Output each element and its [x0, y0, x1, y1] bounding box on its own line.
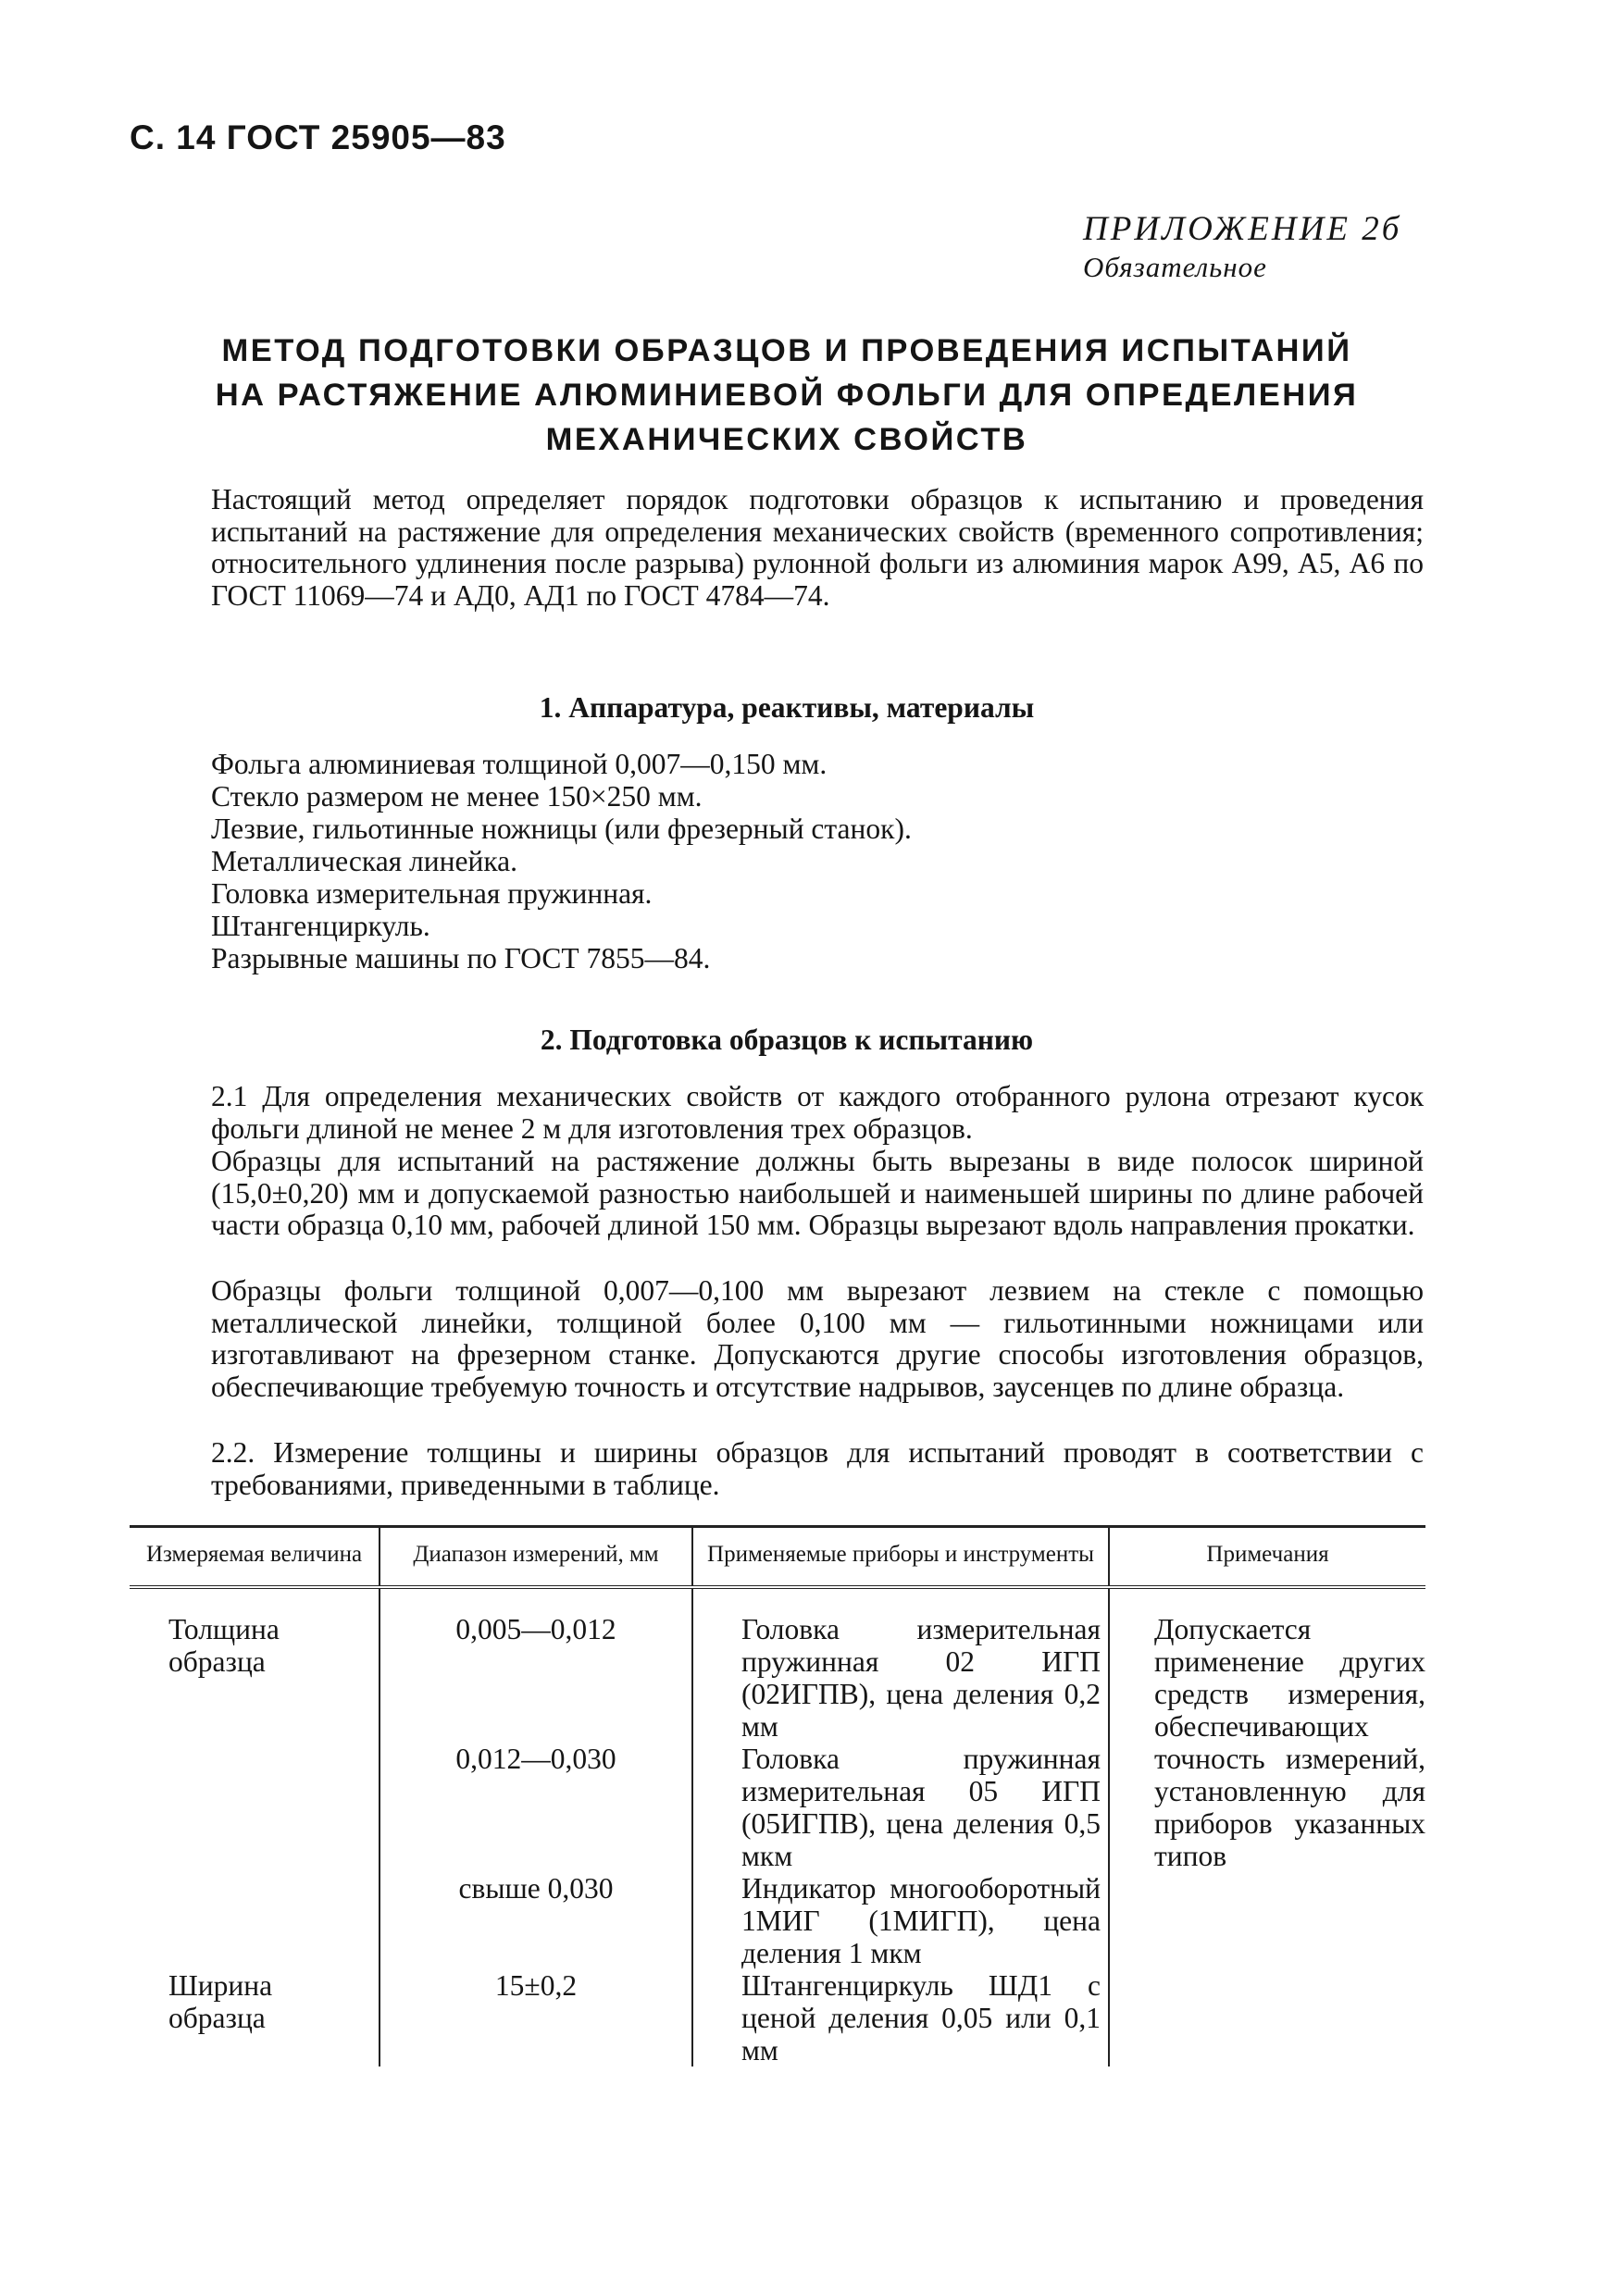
quantity-cell	[130, 1743, 380, 1872]
title-line: МЕТОД ПОДГОТОВКИ ОБРАЗЦОВ И ПРОВЕДЕНИЯ ИСПЫТАНИЙ	[221, 333, 1352, 368]
equipment-list	[211, 748, 1424, 974]
range-cell: 15±0,2	[380, 1969, 692, 2066]
list-item: Металлическая линейка.	[211, 845, 517, 877]
list-item: Штангенциркуль.	[211, 910, 430, 942]
paragraph-2-1: 2.1 Для определения механических свойств от каждого отобранного рулона отрезают кусок фольги длиной не менее 2 м для изготовления трех образцов.	[211, 1080, 1424, 1145]
list-item: Головка измерительная пружинная.	[211, 877, 653, 910]
appendix-status: Обязательное	[1083, 251, 1267, 284]
table-header-row	[130, 1527, 1425, 1588]
column-header: Измеряемая величина	[130, 1527, 380, 1588]
device-cell: Штангенциркуль ШД1 с ценой деления 0,05 или 0,1 мм	[692, 1969, 1109, 2066]
document-title	[139, 329, 1435, 462]
measurement-table	[130, 1525, 1425, 2066]
section-2-heading: 2. Подготовка образцов к испытанию	[540, 1024, 1034, 1056]
paragraph-specimen-size: Образцы для испытаний на растяжение должны быть вырезаны в виде полосок шириной (15,0±0,20) мм и допускаемой разностью наибольшей и наименьшей ширины по длине рабочей части образца 0,10 мм, рабочей длиной 150 мм. Образцы вырезают вдоль направления прокатки.	[211, 1145, 1424, 1241]
device-cell: Головка измерительная пружинная 02 ИГП (02ИГПВ), цена деления 0,2 мм	[692, 1587, 1109, 1743]
page-header: С. 14 ГОСТ 25905—83	[130, 118, 506, 156]
appendix-label: ПРИЛОЖЕНИЕ 2б	[1083, 210, 1402, 248]
quantity-cell: Толщина образца	[168, 1613, 280, 1678]
list-item: Разрывные машины по ГОСТ 7855—84.	[211, 942, 711, 974]
note-cell: Допускается применение других средств измерения, обеспечивающих точность измерений, установленную для приборов указанных типов	[1109, 1587, 1425, 2066]
device-cell: Головка пружинная измерительная 05 ИГП (05ИГПВ), цена деления 0,5 мкм	[692, 1743, 1109, 1872]
title-line: НА РАСТЯЖЕНИЕ АЛЮМИНИЕВОЙ ФОЛЬГИ ДЛЯ ОПРЕДЕЛЕНИЯ	[215, 378, 1359, 413]
range-cell: 0,005—0,012	[380, 1587, 692, 1743]
list-item: Фольга алюминиевая толщиной 0,007—0,150 мм.	[211, 748, 828, 780]
column-header: Диапазон измерений, мм	[380, 1527, 692, 1588]
list-item: Лезвие, гильотинные ножницы (или фрезерный станок).	[211, 813, 912, 845]
table-row	[130, 1587, 1425, 1743]
range-cell: свыше 0,030	[380, 1872, 692, 1969]
device-cell: Индикатор многооборотный 1МИГ (1МИГП), цена деления 1 мкм	[692, 1872, 1109, 1969]
appendix-block	[1083, 209, 1509, 285]
section-1-heading: 1. Аппаратура, реактивы, материалы	[539, 691, 1035, 724]
column-header: Применяемые приборы и инструменты	[692, 1527, 1109, 1588]
list-item: Стекло размером не менее 150×250 мм.	[211, 780, 703, 813]
title-line: МЕХАНИЧЕСКИХ СВОЙСТВ	[545, 422, 1028, 457]
range-cell: 0,012—0,030	[380, 1743, 692, 1872]
paragraph-2-2: 2.2. Измерение толщины и ширины образцов для испытаний проводят в соответствии с требованиями, приведенными в таблице.	[211, 1436, 1424, 1501]
intro-paragraph: Настоящий метод определяет порядок подготовки образцов к испытанию и проведения испытаний на растяжение для определения механических свойств (временного сопротивления; относительного удлинения после разрыва) рулонной фольги из алюминия марок А99, А5, А6 по ГОСТ 11069—74 и АД0, АД1 по ГОСТ 4784—74.	[211, 483, 1424, 612]
quantity-cell: Ширина образца	[168, 1969, 273, 2034]
quantity-cell	[130, 1872, 380, 1969]
paragraph-cutting: Образцы фольги толщиной 0,007—0,100 мм вырезают лезвием на стекле с помощью металлической линейки, толщиной более 0,100 мм — гильотинными ножницами или изготавливают на фрезерном станке. Допускаются другие способы изготовления образцов, обеспечивающие требуемую точность и отсутствие надрывов, заусенцев по длине образца.	[211, 1274, 1424, 1403]
column-header: Примечания	[1109, 1527, 1425, 1588]
